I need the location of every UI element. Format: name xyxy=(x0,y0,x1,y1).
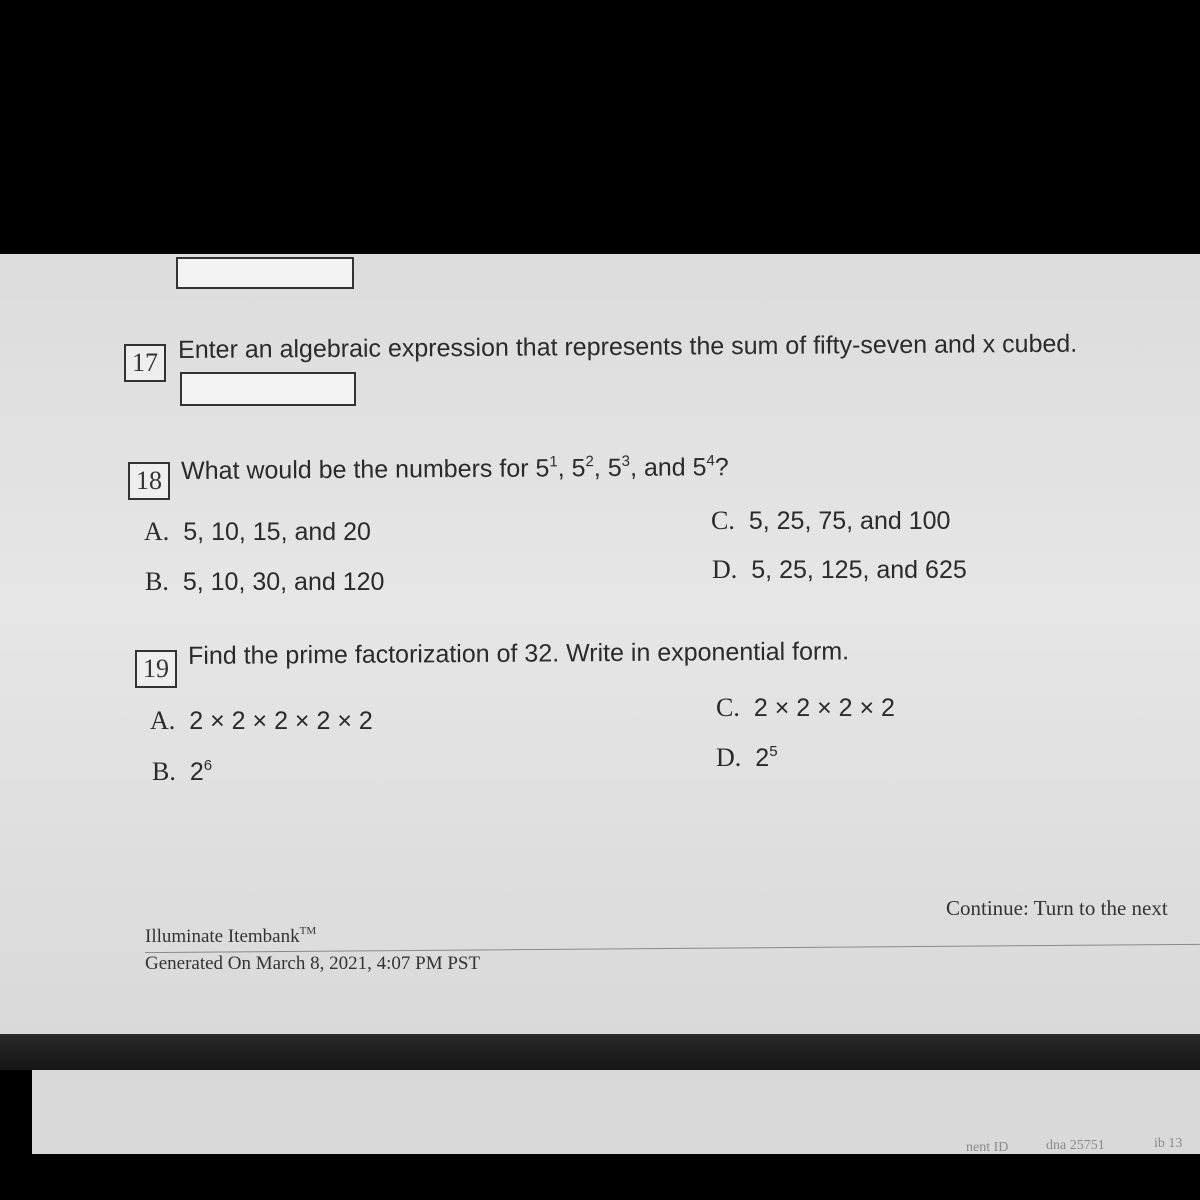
choice-text: 5, 25, 125, and 625 xyxy=(751,556,967,584)
next-page-fragment-1: nent ID xyxy=(966,1140,1009,1155)
power-5-4: $5^4$ xyxy=(692,452,715,482)
question-17-number: 17 xyxy=(124,344,166,382)
page-separator xyxy=(0,1034,1200,1070)
question-17-answer-input[interactable] xyxy=(180,372,356,406)
choice-text: 2 × 2 × 2 × 2 × 2 xyxy=(189,707,373,735)
question-19-choice-a[interactable] xyxy=(150,706,373,736)
choice-base: 2 xyxy=(189,758,204,786)
choice-letter: D. xyxy=(712,555,738,584)
question-18-text: What would be the numbers for $5^1$, $5^2$, $5^3$, and $5^4$? xyxy=(181,452,729,485)
footer-brand: Illuminate Itembank™ xyxy=(145,925,317,947)
question-19-choice-c[interactable] xyxy=(716,693,895,723)
choice-text: 5, 25, 75, and 100 xyxy=(748,507,951,535)
question-18-number: 18 xyxy=(128,462,170,500)
footer-generated: Generated On March 8, 2021, 4:07 PM PST xyxy=(145,953,481,974)
choice-text: 5, 10, 15, and 20 xyxy=(183,518,371,546)
choice-letter: C. xyxy=(711,506,735,535)
previous-answer-box[interactable] xyxy=(176,257,354,289)
choice-text: 5, 10, 30, and 120 xyxy=(182,568,385,596)
question-18-text-prefix: What would be the numbers for xyxy=(181,454,536,485)
trademark-mark: TM xyxy=(299,925,317,937)
question-18-choice-d[interactable] xyxy=(712,555,967,585)
question-18-choice-b[interactable] xyxy=(145,567,384,597)
choice-exponent: 5 xyxy=(769,743,778,760)
choice-base: 2 xyxy=(755,744,770,772)
choice-letter: A. xyxy=(150,706,176,735)
choice-exponent: 6 xyxy=(203,757,213,774)
power-5-2: $5^2$ xyxy=(571,453,594,483)
next-page-strip xyxy=(32,1070,1200,1154)
background-edge xyxy=(0,1154,1200,1200)
question-18-choice-a[interactable] xyxy=(144,517,371,547)
choice-letter: A. xyxy=(144,517,170,546)
question-19-number: 19 xyxy=(135,650,177,688)
next-page-fragment-2: dna 25751 xyxy=(1046,1138,1105,1153)
question-17-text: Enter an algebraic expression that represents the sum of fifty-seven and x cubed. xyxy=(178,329,1078,364)
choice-letter: B. xyxy=(145,567,169,596)
choice-letter: C. xyxy=(716,693,740,722)
next-page-fragment-3: ib 13 xyxy=(1154,1136,1183,1151)
power-5-3: $5^3$ xyxy=(607,452,631,483)
question-19-choice-b[interactable] xyxy=(152,757,212,787)
choice-letter: B. xyxy=(152,757,176,786)
continue-link[interactable]: Continue: Turn to the next xyxy=(946,896,1168,920)
choice-text: 2 × 2 × 2 × 2 xyxy=(753,694,895,722)
question-19-text: Find the prime factorization of 32. Write in exponential form. xyxy=(188,637,850,670)
power-5-1: $5^1$ xyxy=(535,453,558,483)
question-19-choice-d[interactable] xyxy=(716,743,778,773)
question-18-choice-c[interactable] xyxy=(711,506,950,536)
choice-letter: D. xyxy=(716,743,742,772)
